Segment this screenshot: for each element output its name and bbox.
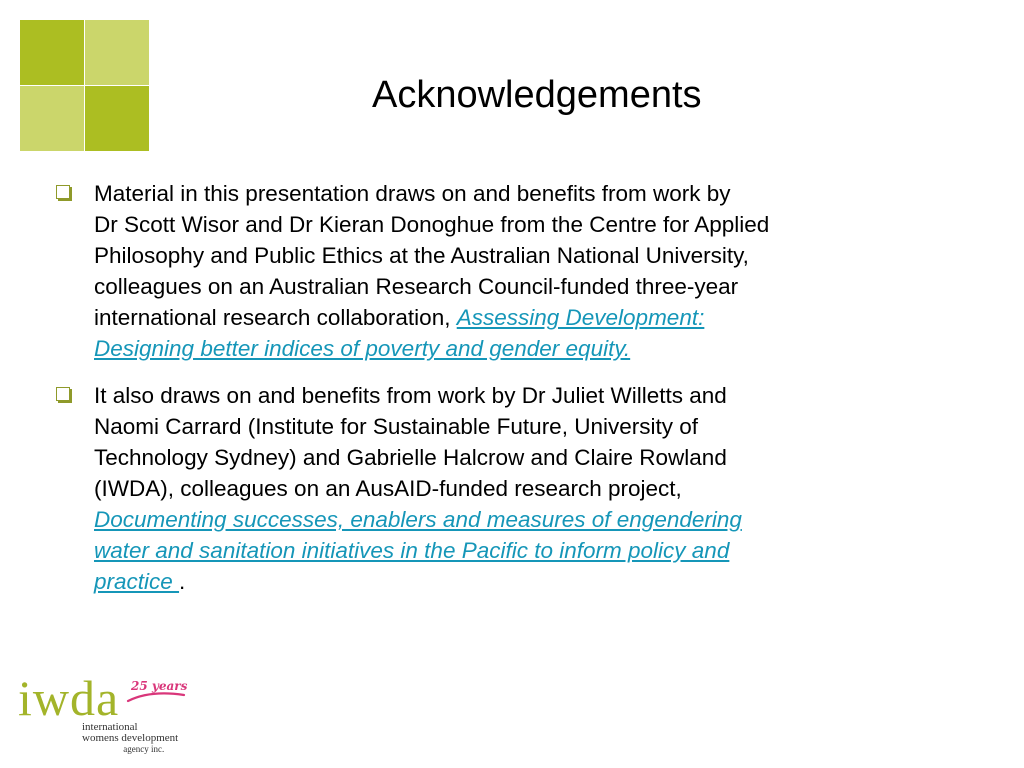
iwda-logo [18,670,198,756]
square-bottom-right [85,86,149,151]
slide-body [56,178,956,613]
logo-wordmark: iwda [18,670,120,726]
assessing-development-link[interactable]: Assessing Development: [456,305,705,330]
logo-sub-line-2: womens development [82,732,179,744]
bullet-1-line-4: colleagues on an Australian Research Council-funded three-year [94,274,739,299]
bullet-2-line-3: Technology Sydney) and Gabrielle Halcrow and Claire Rowland [94,445,727,470]
square-top-left [20,20,84,85]
hollow-square-bullet-icon [56,185,70,199]
logo-sub-line-3: agency inc. [123,744,165,754]
bullet-1-line-2: Dr Scott Wisor and Dr Kieran Donoghue from the Centre for Applied [94,212,770,237]
square-bottom-left [20,86,84,151]
square-top-right [85,20,149,85]
documenting-successes-link[interactable]: Documenting successes, enablers and measures of engendering [94,507,742,532]
bullet-1-line-3: Philosophy and Public Ethics at the Australian National University, [94,243,749,268]
bullet-1-lead-in: international research collaboration, [94,305,457,330]
bullet-item-2 [56,380,956,597]
assessing-development-link-line-2[interactable]: Designing better indices of poverty and gender equity. [94,336,631,361]
bullet-2-line-4: (IWDA), colleagues on an AusAID-funded research project, [94,476,682,501]
bullet-2-line-2: Naomi Carrard (Institute for Sustainable Future, University of [94,414,698,439]
bullet-1-line-1: Material in this presentation draws on and benefits from work by [94,181,731,206]
bullet-item-1 [56,178,956,364]
hollow-square-bullet-icon [56,387,70,401]
logo-years-badge: 25 years [131,679,188,693]
logo-sub-line-1: international [82,721,138,733]
documenting-successes-link-line-2[interactable]: water and sanitation initiatives in the Pacific to inform policy and [94,538,730,563]
bullet-2-tail: . [179,569,186,594]
decorative-squares [20,20,149,151]
logo-subtitle [82,722,178,755]
slide-title: Acknowledgements [372,74,702,116]
logo-swoosh-icon [126,690,186,704]
bullet-2-line-1: It also draws on and benefits from work by Dr Juliet Willetts and [94,383,727,408]
documenting-successes-link-line-3[interactable]: practice [94,569,180,594]
